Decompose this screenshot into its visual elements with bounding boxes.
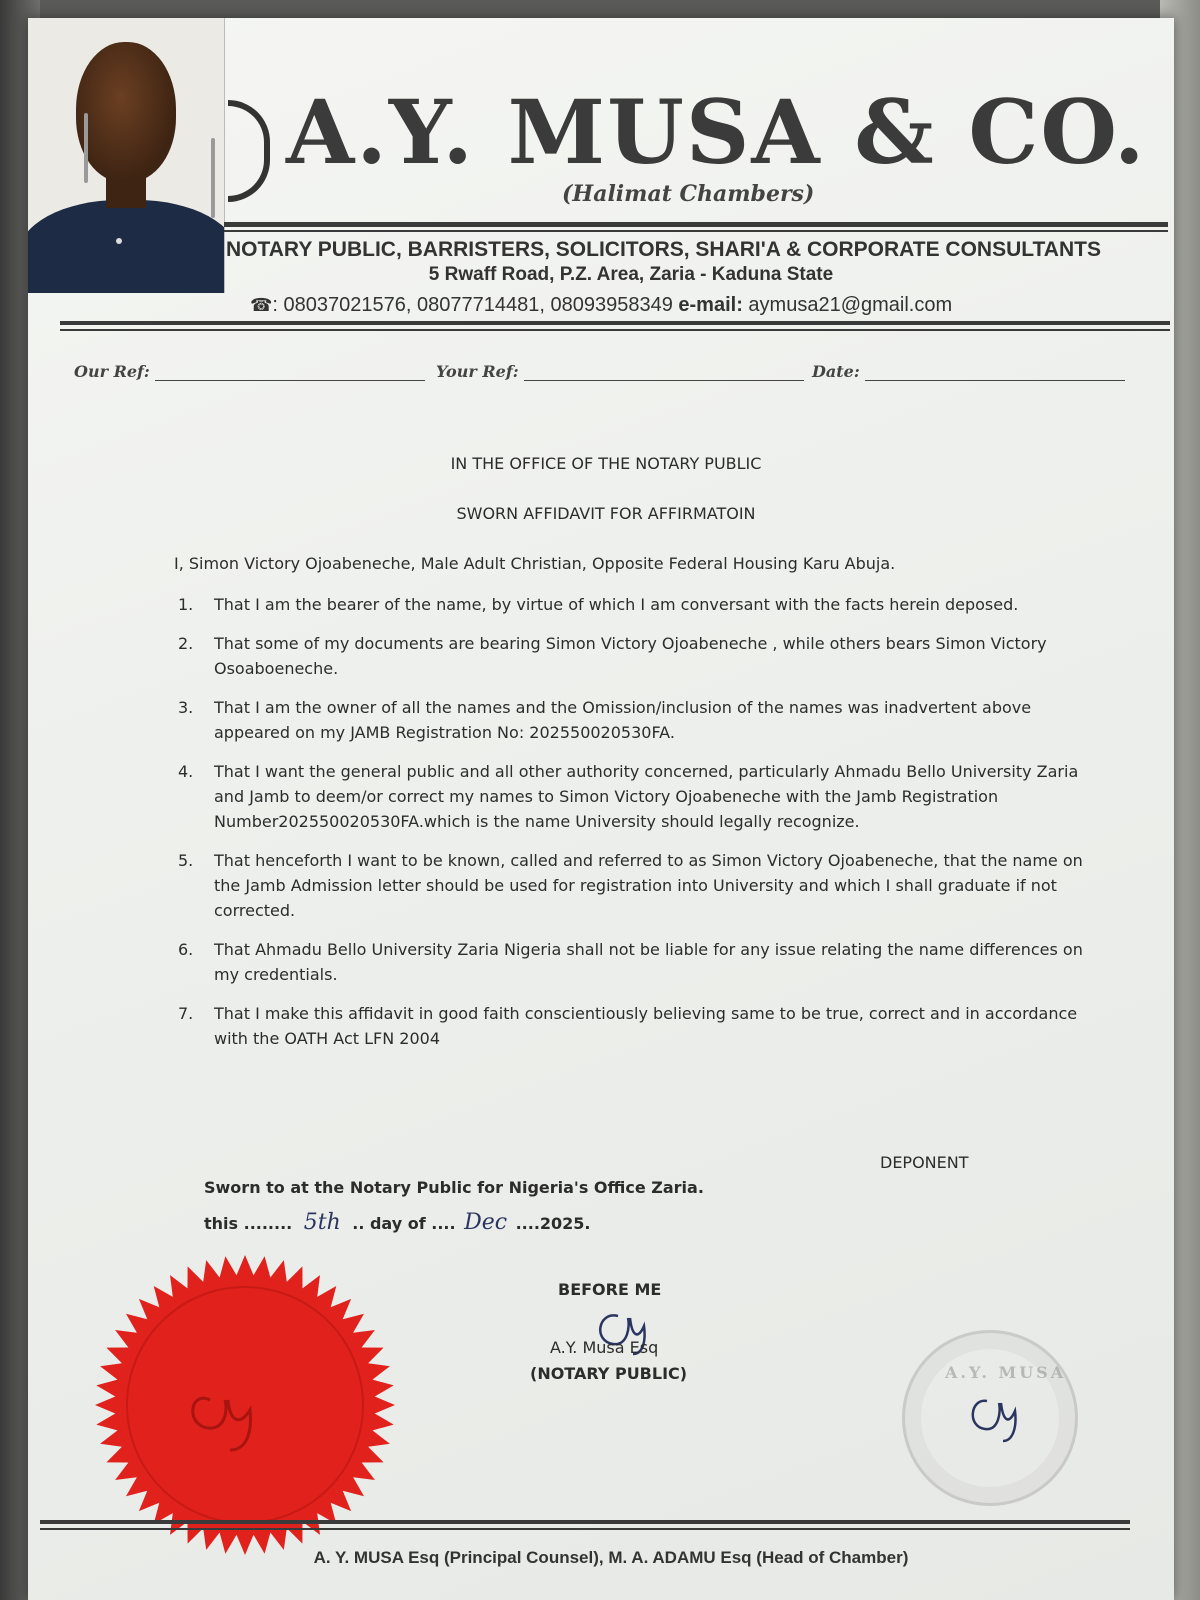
affidavit-paragraphs (178, 592, 1108, 1065)
paragraph (178, 759, 1108, 834)
divider (40, 1528, 1130, 1530)
passport-photo (28, 18, 225, 293)
paragraph (178, 631, 1108, 681)
paragraph-text: That I make this affidavit in good faith conscientiously believing same to be true, correct and in accordance with the OATH Act LFN 2004 (214, 1004, 1078, 1048)
firm-contact (250, 294, 1150, 317)
office-heading: IN THE OFFICE OF THE NOTARY PUBLIC (450, 454, 762, 473)
photo-button (116, 238, 122, 244)
sworn-statement: Sworn to at the Notary Public for Nigeria's Office Zaria. (204, 1178, 704, 1197)
before-me-label: BEFORE ME (558, 1280, 662, 1299)
embossed-seal (902, 1330, 1078, 1506)
seal-signature (965, 1393, 1025, 1448)
paragraph-number: 2. (178, 634, 194, 653)
handwritten-day: 5th (303, 1210, 341, 1235)
this-label: this ........ (204, 1214, 293, 1233)
paragraph-number: 6. (178, 940, 194, 959)
phone-icon: ☎ (250, 295, 273, 315)
our-ref-label: Our Ref: (74, 362, 150, 381)
sworn-date-line (204, 1210, 591, 1235)
your-ref-line (524, 380, 804, 381)
firm-name: A.Y. MUSA & CO. (286, 80, 1147, 184)
paragraph-text: That some of my documents are bearing Simon Victory Ojoabeneche , while others bears Simon Victory Osoaboeneche. (214, 634, 1047, 678)
paragraph-number: 1. (178, 595, 194, 614)
date-label: Date: (812, 362, 860, 381)
paragraph-text: That I want the general public and all other authority concerned, particularly Ahmadu Bello University Zaria and Jamb to deem/or correct my names to Simon Victory Ojoabeneche with the Jamb Registration Number202550020530FA.which is the name University should legally recognize. (214, 762, 1079, 831)
notary-title: (NOTARY PUBLIC) (530, 1364, 688, 1383)
staple (211, 138, 215, 218)
firm-logo (228, 100, 270, 202)
paragraph (178, 1001, 1108, 1051)
phone-numbers: : 08037021576, 08077714481, 08093958349 (272, 294, 673, 316)
paragraph-number: 5. (178, 851, 194, 870)
red-notary-seal (90, 1250, 400, 1560)
affidavit-title: SWORN AFFIDAVIT FOR AFFIRMATOIN (456, 504, 756, 523)
firm-address: 5 Rwaff Road, P.Z. Area, Zaria - Kaduna State (428, 264, 834, 285)
divider (60, 329, 1170, 331)
paragraph (178, 695, 1108, 745)
notary-name: A.Y. Musa Esq (550, 1338, 659, 1357)
photo-head (76, 42, 176, 182)
date-ref (812, 362, 1125, 381)
paragraph-text: That Ahmadu Bello University Zaria Nigeria shall not be liable for any issue relating the name differences on my credentials. (214, 940, 1083, 984)
divider (224, 230, 1168, 232)
paragraph (178, 592, 1108, 617)
paragraph (178, 937, 1108, 987)
paragraph-text: That I am the bearer of the name, by virtue of which I am conversant with the facts herein deposed. (214, 595, 1019, 614)
deponent-intro: I, Simon Victory Ojoabeneche, Male Adult Christian, Opposite Federal Housing Karu Abuja. (174, 554, 896, 573)
paragraph-number: 7. (178, 1004, 194, 1023)
divider (60, 321, 1170, 325)
paragraph (178, 848, 1108, 923)
affidavit-document (28, 18, 1174, 1600)
your-ref (436, 362, 804, 381)
paragraph-text: That henceforth I want to be known, called and referred to as Simon Victory Ojoabeneche, that the name on the Jamb Admission letter should be used for registration into University and which I shall graduate if not corrected. (214, 851, 1083, 920)
chambers-name: (Halimat Chambers) (562, 181, 815, 207)
our-ref (74, 362, 425, 381)
divider (40, 1520, 1130, 1524)
paragraph-text: That I am the owner of all the names and the Omission/inclusion of the names was inadvertent above appeared on my JAMB Registration No: 202550020530FA. (214, 698, 1032, 742)
paragraph-number: 4. (178, 762, 194, 781)
your-ref-label: Your Ref: (436, 362, 519, 381)
staple (84, 113, 88, 183)
emboss-text: A.Y. MUSA (945, 1363, 1067, 1382)
paragraph-number: 3. (178, 698, 194, 717)
deponent-label: DEPONENT (880, 1153, 969, 1172)
date-line (865, 380, 1125, 381)
firm-services: NOTARY PUBLIC, BARRISTERS, SOLICITORS, SHARI'A & CORPORATE CONSULTANTS (226, 238, 1101, 261)
divider (224, 222, 1168, 227)
email-address: aymusa21@gmail.com (748, 294, 953, 316)
our-ref-line (155, 380, 425, 381)
footer-counsel: A. Y. MUSA Esq (Principal Counsel), M. A. ADAMU Esq (Head of Chamber) (313, 1548, 909, 1567)
day-of-label: .. day of .... (352, 1214, 456, 1233)
year: ....2025. (515, 1214, 591, 1233)
handwritten-month: Dec (464, 1210, 508, 1235)
email-label: e-mail: (678, 294, 743, 316)
